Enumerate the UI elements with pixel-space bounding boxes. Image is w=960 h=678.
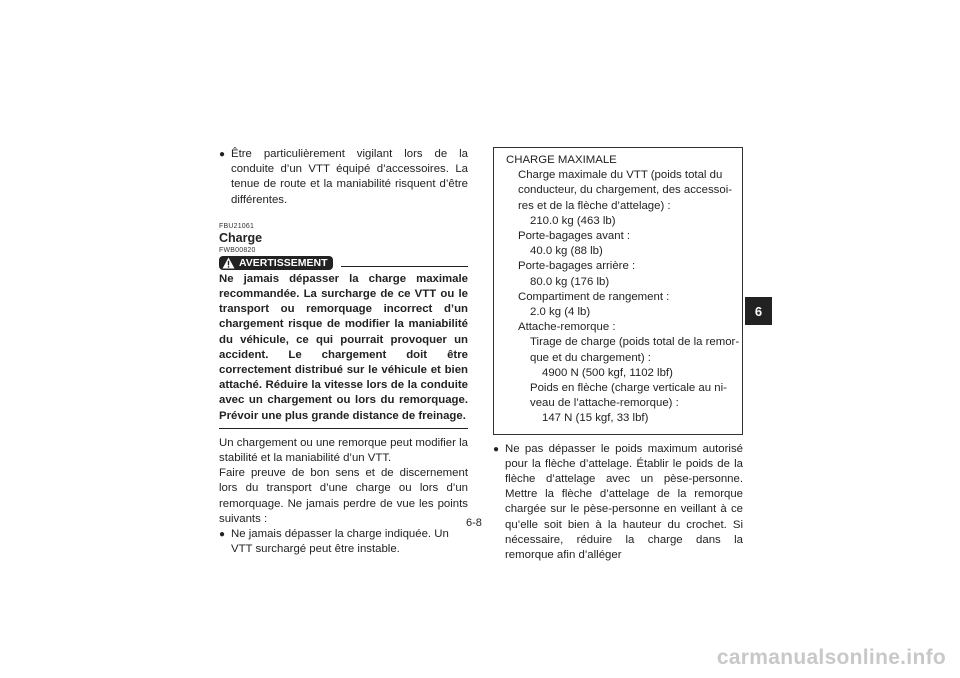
box-value: 2.0 kg (4 lb) [530, 306, 591, 319]
section-title: Charge [219, 230, 263, 245]
bullet-text: Ne jamais dépasser la charge indiquée. Un VTT surchargé peut être instable. [231, 528, 449, 556]
page-number: 6-8 [466, 517, 482, 529]
box-value: 147 N (15 kgf, 33 lbf) [542, 412, 649, 425]
warning-header [219, 256, 468, 270]
warning-badge [219, 256, 333, 270]
box-line: Attache-remorque : [518, 321, 616, 334]
box-line: Porte-bagages arrière : [518, 260, 636, 273]
bullet-icon: ● [493, 443, 500, 455]
box-line: res et de la flèche d’attelage) : [518, 199, 671, 212]
box-value: 4900 N (500 kgf, 1102 lbf) [542, 366, 673, 379]
bullet-text: Ne pas dépasser le poids maximum autorisé pour la flèche d’attelage. Établir le poids de la flèche d’attelage avec un pèse-personne. Mettre la flèche d’attelage de la remorque chargée sur le pèse-personne en veillant à ce qu’elle soit bien à la hauteur du crochet. Si nécessaire, réduire la charge dans la remorque afin d’alléger [505, 442, 743, 562]
box-line: Charge maximale du VTT (poids total du [518, 169, 723, 182]
chapter-tab: 6 [745, 297, 772, 325]
bullet-item-tongue-weight [493, 442, 743, 564]
box-line: Compartiment de rangement : [518, 290, 670, 303]
warning-text: Ne jamais dépasser la charge maximale recommandée. La surcharge de ce VTT ou le transport ou remorquage incorrect d’un chargement risque de modifier la maniabilité du véhicule, ce qui pourrait provoquer un accident. Le chargement doit être correctement distribué sur le véhicule et bien attaché. Réduire la vitesse lors de la conduite avec un chargement ou lors du remorquage. Prévoir une plus grande distance de freinage. [219, 272, 468, 422]
box-line: conducteur, du chargement, des accessoi- [518, 184, 733, 197]
watermark: carmanualsonline.info [716, 646, 946, 669]
bullet-text: Être particulièrement vigilant lors de la conduite d’un VTT équipé d’accessoires. La tenue de route et la maniabilité risquent d’être différentes. [231, 148, 468, 206]
warning-end-rule [219, 428, 468, 429]
box-value: 80.0 kg (176 lb) [530, 275, 610, 288]
right-column [493, 147, 743, 563]
warning-label: AVERTISSEMENT [239, 256, 328, 269]
warning-code: FWB00820 [219, 246, 256, 254]
box-line: Tirage de charge (poids total de la remor- [530, 336, 740, 349]
body-paragraph-2: Faire preuve de bon sens et de discernement lors du transport d’une charge ou lors d’un remorquage. Ne jamais perdre de vue les points suivants : [219, 467, 468, 525]
bullet-icon: ● [219, 529, 226, 541]
warning-rule [341, 266, 468, 267]
box-value: 210.0 kg (463 lb) [530, 214, 616, 227]
bullet-icon: ● [219, 149, 226, 160]
box-line: que et du chargement) : [530, 351, 651, 364]
box-line: Poids en flèche (charge verticale au ni- [530, 382, 727, 395]
box-line: veau de l’attache-remorque) : [530, 397, 679, 410]
left-column [219, 147, 468, 557]
warning-triangle-icon [222, 257, 235, 269]
section-code: FBU21061 [219, 222, 255, 230]
bullet-item-load [219, 527, 468, 557]
body-paragraph-1: Un chargement ou une remorque peut modifier la stabilité et la maniabilité d’un VTT. [219, 436, 468, 465]
box-line: Porte-bagages avant : [518, 230, 631, 243]
max-load-box [493, 147, 743, 435]
box-value: 40.0 kg (88 lb) [530, 245, 603, 258]
bullet-item-accessories [219, 147, 468, 208]
box-title: CHARGE MAXIMALE [506, 154, 617, 166]
